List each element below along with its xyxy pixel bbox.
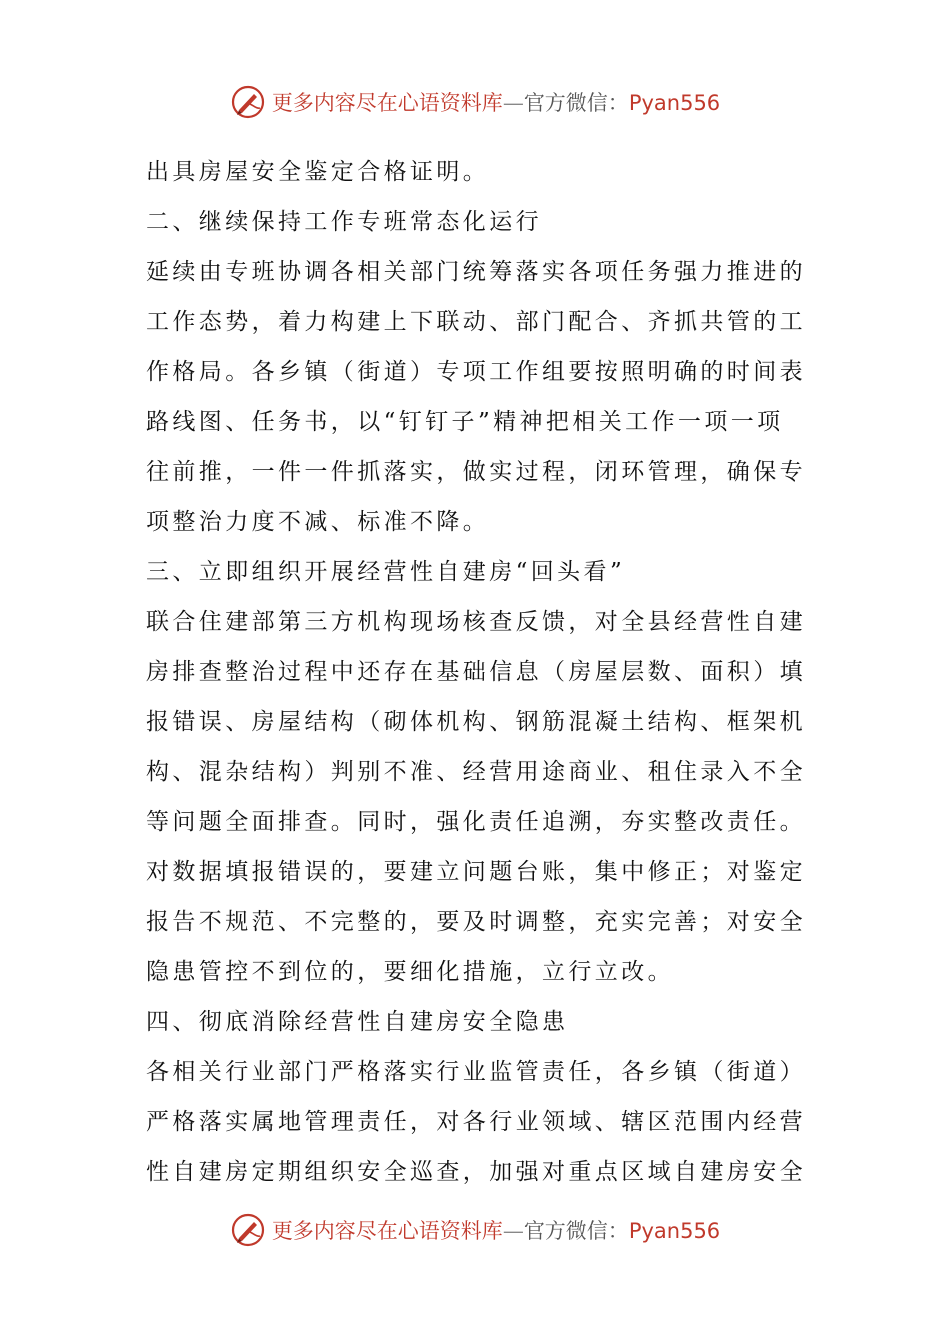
- text-line: 性自建房定期组织安全巡查，加强对重点区域自建房安全: [146, 1159, 806, 1185]
- pen-logo-icon: [230, 1212, 266, 1248]
- watermark-text: [272, 87, 720, 117]
- watermark-wechat-id: Pyan556: [628, 91, 721, 115]
- document-body: [146, 147, 810, 1197]
- text-line: 工作态势，着力构建上下联动、部门配合、齐抓共管的工: [146, 309, 806, 335]
- text-line: 路线图、任务书，以“钉钉子”精神把相关工作一项一项: [146, 409, 784, 435]
- text-line: 延续由专班协调各相关部门统筹落实各项任务强力推进的: [146, 259, 806, 285]
- watermark-wechat-label: 官方微信：: [523, 91, 629, 115]
- watermark-banner-bottom: [0, 1208, 950, 1252]
- text-line: 隐患管控不到位的，要细化措施，立行立改。: [146, 959, 674, 985]
- text-line: 出具房屋安全鉴定合格证明。: [146, 159, 490, 185]
- watermark-wechat-label: 官方微信：: [523, 1219, 629, 1243]
- text-line: 报告不规范、不完整的，要及时调整，充实完善；对安全: [146, 909, 806, 935]
- watermark-site: 更多内容尽在心语资料库: [271, 1219, 503, 1243]
- text-line: 各相关行业部门严格落实行业监管责任，各乡镇（街道）: [146, 1059, 806, 1085]
- pen-logo-icon: [230, 84, 266, 120]
- text-line: 房排查整治过程中还存在基础信息（房屋层数、面积）填: [146, 659, 806, 685]
- text-line: 等问题全面排查。同时，强化责任追溯，夯实整改责任。: [146, 809, 806, 835]
- section-heading-4: 四、彻底消除经营性自建房安全隐患: [146, 1009, 569, 1035]
- text-line: 作格局。各乡镇（街道）专项工作组要按照明确的时间表: [146, 359, 806, 385]
- text-line: 严格落实属地管理责任，对各行业领域、辖区范围内经营: [146, 1109, 806, 1135]
- watermark-site: 更多内容尽在心语资料库: [271, 91, 503, 115]
- text-line: 构、混杂结构）判别不准、经营用途商业、租住录入不全: [146, 759, 806, 785]
- text-line: 项整治力度不减、标准不降。: [146, 509, 490, 535]
- text-line: 报错误、房屋结构（砌体机构、钢筋混凝土结构、框架机: [146, 709, 806, 735]
- watermark-separator: —: [502, 91, 524, 115]
- watermark-wechat-id: Pyan556: [628, 1219, 721, 1243]
- text-line: 往前推，一件一件抓落实，做实过程，闭环管理，确保专: [146, 459, 806, 485]
- text-line: 联合住建部第三方机构现场核查反馈，对全县经营性自建: [146, 609, 806, 635]
- section-heading-2: 二、继续保持工作专班常态化运行: [146, 209, 542, 235]
- watermark-banner-top: [0, 80, 950, 124]
- watermark-separator: —: [502, 1219, 524, 1243]
- watermark-text: [272, 1215, 720, 1245]
- text-line: 对数据填报错误的，要建立问题台账，集中修正；对鉴定: [146, 859, 806, 885]
- section-heading-3: 三、立即组织开展经营性自建房“回头看”: [146, 559, 626, 585]
